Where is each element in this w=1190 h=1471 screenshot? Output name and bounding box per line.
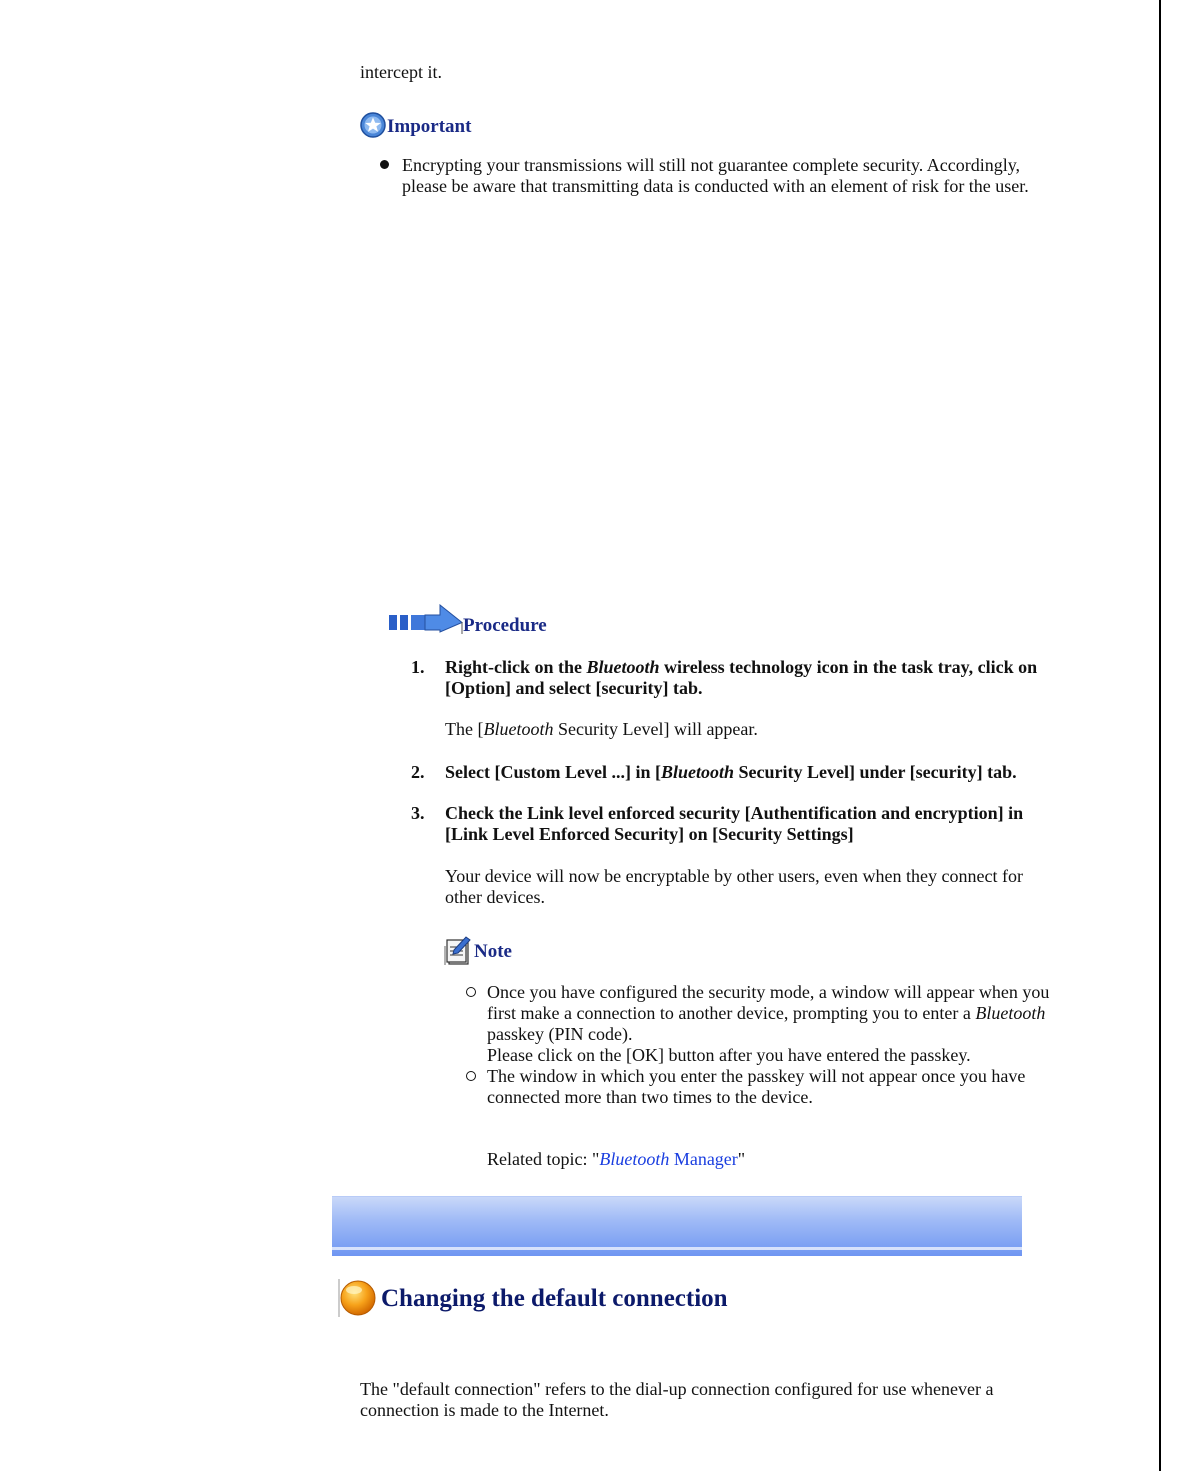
- note-item-1-line-4: Please click on the [OK] button after you have entered the passkey.: [487, 1045, 971, 1065]
- step-1-line-1: Right-click on the Bluetooth wireless technology icon in the task tray, click on: [445, 657, 1038, 677]
- step-number: 3.: [411, 803, 425, 823]
- note-title: Note: [474, 941, 512, 962]
- related-topic: Related topic: "Bluetooth Manager": [487, 1149, 746, 1169]
- note-item-1-line-2: first make a connection to another device, prompting you to enter a Bluetooth: [487, 1003, 1046, 1023]
- section-banner: [332, 1196, 1022, 1256]
- step-number: 2.: [411, 762, 425, 782]
- bullet: [466, 987, 476, 997]
- section-body-line-1: The "default connection" refers to the dial-up connection configured for use whenever a: [360, 1379, 994, 1399]
- procedure-title: Procedure: [463, 615, 547, 636]
- step-3-line-2: [Link Level Enforced Security] on [Security Settings]: [445, 824, 854, 844]
- important-text-line-2: please be aware that transmitting data is conducted with an element of risk for the user.: [402, 176, 1029, 196]
- note-item-2-line-2: connected more than two times to the device.: [487, 1087, 813, 1107]
- banner-stripe: [332, 1247, 1022, 1250]
- important-title: Important: [387, 116, 472, 137]
- page-edge-line: [1159, 0, 1161, 1471]
- note-item-1-line-1: Once you have configured the security mode, a window will appear when you: [487, 982, 1050, 1002]
- continuation-text: intercept it.: [360, 62, 442, 82]
- bluetooth-manager-link[interactable]: Bluetooth Manager: [599, 1149, 738, 1169]
- important-text-line-1: Encrypting your transmissions will still not guarantee complete security. Accordingly,: [402, 155, 1021, 175]
- step-3-line-1: Check the Link level enforced security [Authentification and encryption] in: [445, 803, 1024, 823]
- step-2-text: Select [Custom Level ...] in [Bluetooth Security Level] under [security] tab.: [445, 762, 1017, 782]
- section-body-line-2: connection is made to the Internet.: [360, 1400, 609, 1420]
- step-1-line-2: [Option] and select [security] tab.: [445, 678, 703, 698]
- note-item-2-line-1: The window in which you enter the passkey will not appear once you have: [487, 1066, 1026, 1086]
- notepad-icon: [444, 936, 472, 966]
- step-number: 1.: [411, 657, 425, 677]
- step-1-result: The [Bluetooth Security Level] will appear.: [445, 719, 758, 739]
- bullet: [380, 160, 389, 169]
- step-3-result-line-2: other devices.: [445, 887, 545, 907]
- arrow-procedure-icon: [388, 604, 464, 634]
- bullet: [466, 1071, 476, 1081]
- step-3-result-line-1: Your device will now be encryptable by other users, even when they connect for: [445, 866, 1023, 886]
- orange-orb-icon: [338, 1279, 378, 1317]
- note-item-1-line-3: passkey (PIN code).: [487, 1024, 633, 1044]
- section-title: Changing the default connection: [381, 1285, 728, 1312]
- star-badge-icon: [360, 112, 386, 138]
